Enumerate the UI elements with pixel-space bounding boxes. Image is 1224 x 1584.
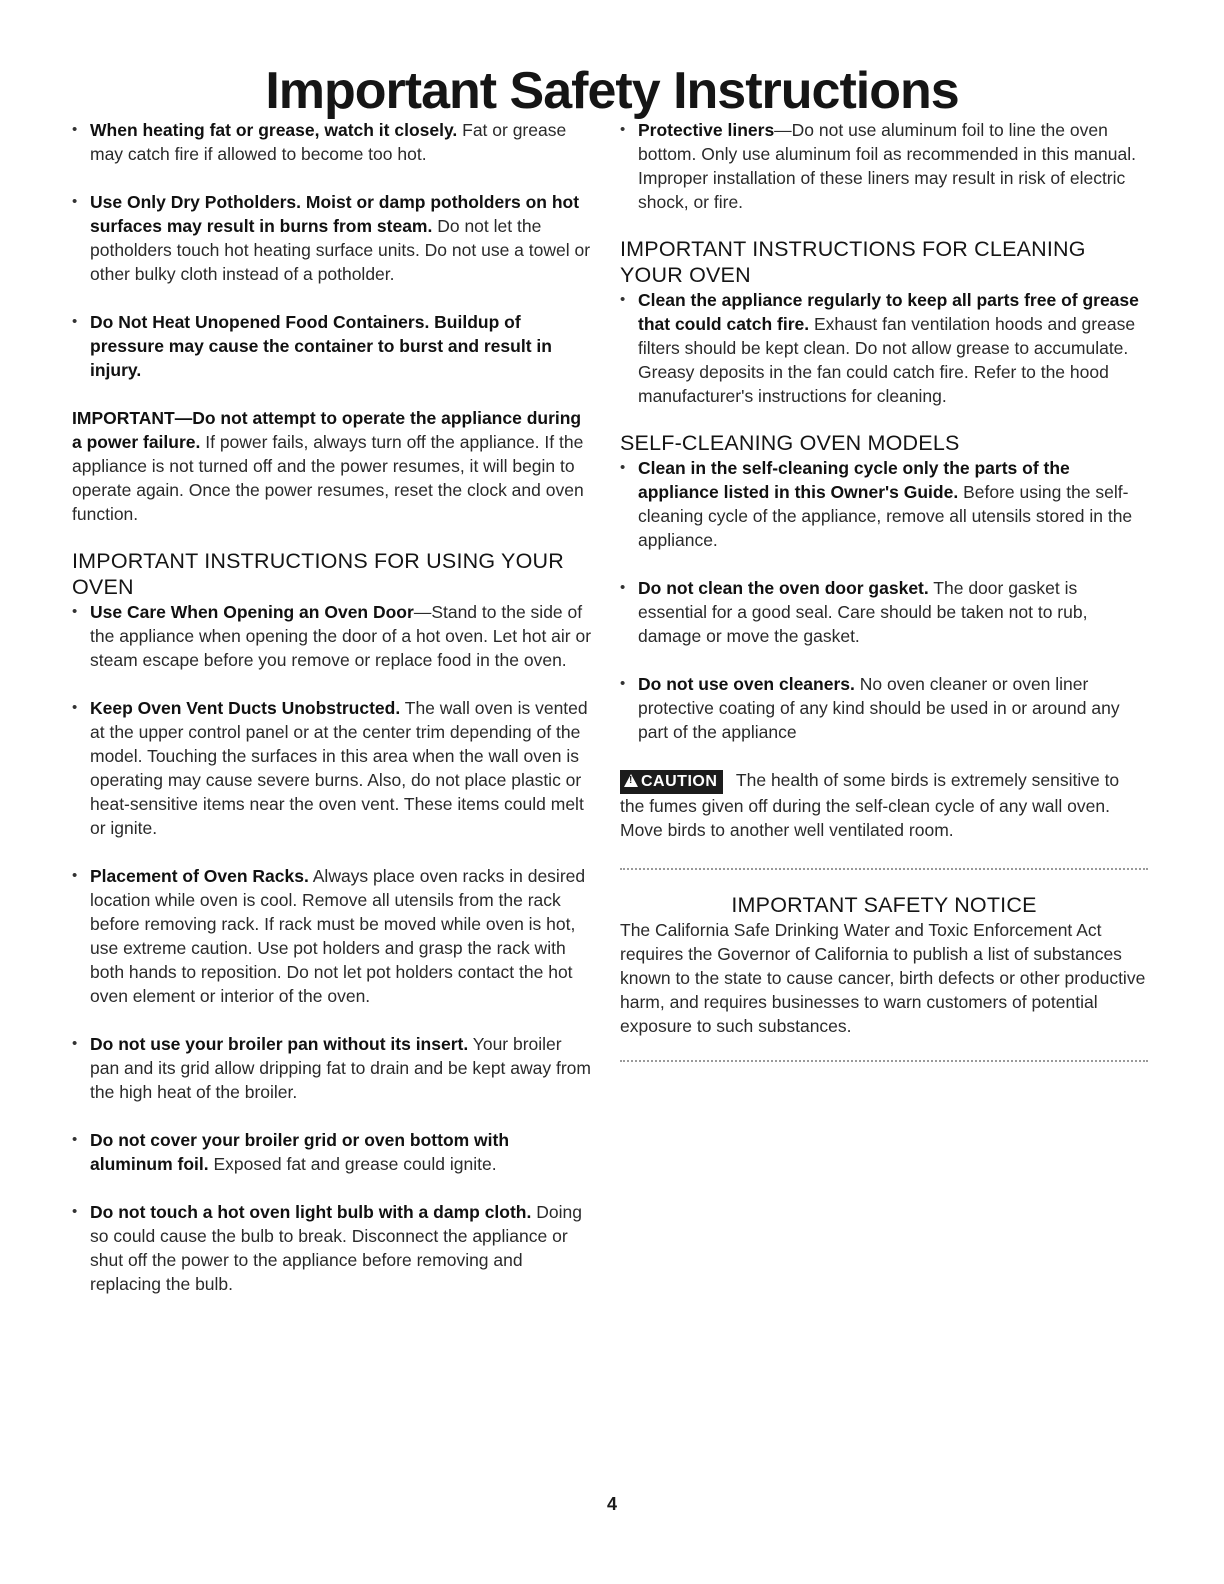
divider-bottom	[620, 1060, 1148, 1062]
bullet-vent-ducts	[72, 696, 594, 840]
caution-label: CAUTION	[641, 773, 718, 790]
bullet-dry-potholders	[72, 190, 594, 286]
bullet-text: Doing so could cause the bulb to break. Disconnect the appliance or shut off the power to the appliance before removing and replacing the bulb.	[90, 1202, 582, 1294]
bullet-bold: Clean the appliance regularly to keep all parts free of grease that could catch fire.	[638, 290, 1139, 334]
bullet-unopened-containers	[72, 310, 594, 382]
bullet-bold: Do not clean the oven door gasket.	[638, 578, 929, 598]
bullet-oven-door	[72, 600, 594, 672]
page-title: Important Safety Instructions	[265, 62, 959, 120]
bullet-text: Exhaust fan ventilation hoods and grease filters should be kept clean. Do not allow grease to accumulate. Greasy deposits in the fan could catch fire. Refer to the hood manufacturer's instructions for cleaning.	[638, 314, 1136, 406]
bullet-text: The door gasket is essential for a good seal. Care should be taken not to rub, damage or move the gasket.	[638, 578, 1088, 646]
bullet-broiler-grid-foil	[72, 1128, 594, 1176]
bullet-oven-racks	[72, 864, 594, 1008]
warning-triangle-icon	[624, 774, 638, 787]
bullet-bold: Do not use your broiler pan without its insert.	[90, 1034, 469, 1054]
power-failure-paragraph	[72, 406, 594, 526]
heading-safety-notice: IMPORTANT SAFETY NOTICE	[731, 893, 1037, 917]
bullet-text: —Do not use aluminum foil to line the oven bottom. Only use aluminum foil as recommended in this manual. Improper installation of these liners may result in risk of electric shock, or fire.	[638, 120, 1137, 212]
bullet-text: Do not let the potholders touch hot heating surface units. Do not use a towel or other bulky cloth instead of a potholder.	[90, 216, 591, 284]
page-number: 4	[606, 1494, 617, 1514]
bullet-bold: Do not use oven cleaners.	[638, 674, 855, 694]
bullet-broiler-pan	[72, 1032, 594, 1104]
bullet-door-gasket	[620, 576, 1148, 648]
bullet-bold: Use Care When Opening an Oven Door	[90, 602, 414, 622]
bullet-bold: Do Not Heat Unopened Food Containers. Buildup of pressure may cause the container to burst and result in injury.	[90, 312, 552, 380]
bullet-protective-liners	[620, 118, 1148, 214]
right-column	[620, 118, 1148, 1062]
bullet-text: The wall oven is vented at the upper control panel or at the center trim depending of the model. Touching the surfaces in this area when the wall oven is operating may cause severe burns. Also, do not place plastic or heat-sensitive items near the oven vent. These items could melt or ignite.	[90, 698, 588, 838]
bullet-bold: Do not cover your broiler grid or oven bottom with aluminum foil.	[90, 1130, 510, 1174]
bullet-bold: Placement of Oven Racks.	[90, 866, 309, 886]
bullet-text: Before using the self-cleaning cycle of the appliance, remove all utensils stored in the appliance.	[638, 482, 1133, 550]
bullet-bold: Do not touch a hot oven light bulb with a damp cloth.	[90, 1202, 532, 1222]
bullet-text: —Stand to the side of the appliance when opening the door of a hot oven. Let hot air or steam escape before you remove or replace food in the oven.	[90, 602, 592, 670]
bullet-clean-regularly	[620, 288, 1148, 408]
caution-text: The health of some birds is extremely sensitive to the fumes given off during the self-clean cycle of any wall oven. Move birds to another well ventilated room.	[620, 770, 1120, 840]
heading-self-cleaning: SELF-CLEANING OVEN MODELS	[620, 431, 960, 455]
bullet-text: Exposed fat and grease could ignite.	[208, 1154, 497, 1174]
heading-cleaning-oven: IMPORTANT INSTRUCTIONS FOR CLEANING YOUR OVEN	[620, 237, 1086, 287]
paragraph-bold: IMPORTANT—Do not attempt to operate the appliance during a power failure.	[72, 408, 582, 452]
bullet-oven-cleaners	[620, 672, 1148, 744]
left-column	[72, 118, 594, 1296]
caution-badge	[620, 770, 723, 794]
bullet-text: Your broiler pan and its grid allow dripping fat to drain and be kept away from the high heat of the broiler.	[90, 1034, 591, 1102]
bullet-text: Fat or grease may catch fire if allowed to become too hot.	[90, 120, 567, 164]
bullet-bold: When heating fat or grease, watch it closely.	[90, 120, 458, 140]
bullet-bold: Use Only Dry Potholders. Moist or damp potholders on hot surfaces may result in burns from steam.	[90, 192, 580, 236]
paragraph-text: If power fails, always turn off the appliance. If the appliance is not turned off and the power resumes, it will begin to operate again. Once the power resumes, reset the clock and oven function.	[72, 432, 584, 524]
bullet-bold: Protective liners	[638, 120, 775, 140]
safety-notice-text: The California Safe Drinking Water and Toxic Enforcement Act requires the Governor of California to publish a list of substances known to the state to cause cancer, birth defects or other productive harm, and requires businesses to warn customers of potential exposure to such substances.	[620, 920, 1146, 1036]
bullet-bold: Keep Oven Vent Ducts Unobstructed.	[90, 698, 401, 718]
heading-using-oven: IMPORTANT INSTRUCTIONS FOR USING YOUR OVEN	[72, 549, 564, 599]
bullet-bold: Clean in the self-cleaning cycle only the parts of the appliance listed in this Owner's Guide.	[638, 458, 1070, 502]
bullet-self-clean-parts	[620, 456, 1148, 552]
bullet-light-bulb	[72, 1200, 594, 1296]
caution-paragraph	[620, 768, 1148, 842]
bullet-fat-grease	[72, 118, 594, 166]
bullet-text: No oven cleaner or oven liner protective coating of any kind should be used in or around any part of the appliance	[638, 674, 1120, 742]
bullet-text: Always place oven racks in desired location while oven is cool. Remove all utensils from the rack before removing rack. If rack must be moved while oven is hot, use extreme caution. Use pot holders and grasp the rack with both hands to reposition. Do not let pot holders contact the hot oven element or interior of the oven.	[90, 866, 586, 1006]
